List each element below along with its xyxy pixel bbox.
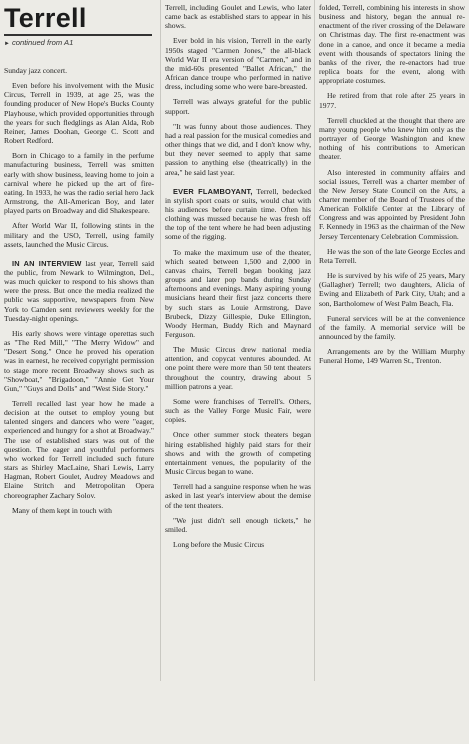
paragraph: Sunday jazz concert. bbox=[4, 66, 68, 75]
paragraph: Terrell recalled last year how he made a decision at the outset to employ young but talented singers and dancers who were "eager, experienced and hungry for a shot at Broadway." The use of established stars was out of the question. The eager and youthful performers who worked for Terrell included such future stars as Shirley MacLaine, Shari Lewis, Larry Hagman, Robert Goulet, Audrey Meadows and Elaine Stritch and Metropolitan Opera choreographer Zachary Solov. bbox=[4, 399, 154, 500]
headline: Terrell bbox=[4, 2, 152, 36]
paragraph: Funeral services will be at the convenience of the family. A memorial service will be announced by the family. bbox=[319, 313, 465, 341]
paragraph-with-lead bbox=[4, 259, 154, 323]
paragraph: Ever bold in his vision, Terrell in the early 1950s staged "Carmen Jones," the all-black World War II era version of "Carmen," and in the mid-60s presented "Ballet African," the African dance troupe who performed in native dress, including some who were bare-breasted. bbox=[165, 36, 311, 92]
paragraph-text: Terrell, bedecked in stylish sport coats or suits, would chat with his audiences before curtain time. Often his clothing was mussed because he was fresh off the top of the tent where he had been adjusting some of the rigging. bbox=[165, 186, 311, 242]
lead-in: IN AN INTERVIEW bbox=[12, 258, 82, 268]
column-3 bbox=[314, 0, 465, 681]
paragraph: Long before the Music Circus bbox=[173, 539, 265, 549]
paragraph: Terrell, including Goulet and Lewis, who later came back as established stars to appear in his shows. bbox=[165, 3, 311, 31]
paragraph: Even before his involvement with the Music Circus, Terrell in 1939, at age 25, was the founding producer of New Hope's Bucks County Playhouse, which provided opportunities through the years for such fledglings as Alan Alda, Rob Reiner, James Doohan, George C. Scott and Robert Redford. bbox=[4, 81, 154, 146]
paragraph: Born in Chicago to a family in the perfume manufacturing business, Terrell was smitten early with show business, leaving home to join a carnival where he picked up the art of fire-eating. In 1933, he was the radio serial hero Jack Armstrong, the All-American Boy, and later played parts on Broadway and did Shakespeare. bbox=[4, 151, 154, 216]
paragraph: Terrell had a sanguine response when he was asked in last year's interview about the demise of the tent theaters. bbox=[165, 482, 311, 510]
triangle-icon: ► bbox=[4, 41, 10, 47]
column-2 bbox=[160, 0, 311, 681]
paragraph: "We just didn't sell enough tickets," he smiled. bbox=[165, 515, 311, 534]
paragraph: Once other summer stock theaters began hiring established highly paid stars for their shows and with the growth of competing entertainment venues, the popularity of the Music Circus began to wane. bbox=[165, 430, 311, 477]
paragraph: The Music Circus drew national media attention, and copycat ventures abounded. At one point there were more than 50 tent theaters throughout the country, drawing about 5 million patrons a year. bbox=[165, 345, 311, 391]
paragraph: He was the son of the late George Eccles and Reta Terrell. bbox=[319, 246, 465, 265]
paragraph-text: last year, Terrell said the public, from Newark to Wilmington, Del., was much quicker to respond to his shows than were the press. But once the media realized the public was supportive, newspapers from New York to Camden sent reviewers weekly for the Tuesday-night openings. bbox=[4, 258, 154, 323]
paragraph-with-lead bbox=[165, 187, 311, 242]
paragraph: Arrangements are by the William Murphy Funeral Home, 149 Warren St., Trenton. bbox=[319, 347, 465, 366]
paragraph: Also interested in community affairs and social issues, Terrell was a charter member of the New Jersey State Council on the Arts, a charter member of the Board of Trustees of the American Folklife Center at the Library of Congress and was appointed by President John F. Kennedy in 1963 as the chairman of the New Jersey Tercentenary Celebration Commission. bbox=[319, 167, 465, 241]
lead-in: EVER FLAMBOYANT, bbox=[173, 186, 253, 196]
paragraph: Many of them kept in touch with bbox=[12, 505, 112, 515]
column-1 bbox=[4, 0, 154, 744]
paragraph: Terrell was always grateful for the public support. bbox=[165, 97, 311, 116]
paragraph: After World War II, following stints in the military and the USO, Terrell, using family assets, launched the Music Circus. bbox=[4, 221, 154, 249]
paragraph: folded, Terrell, combining his interests in show business and history, began the annual re-enactment of the river crossing of the Delaware on Christmas day. The first re-enactment was done in a canoe, and once it became a media event with thousands of spectators lining the banks of the river, the re-enactors had true replica boats for the event, along with appropriate costumes. bbox=[319, 3, 465, 86]
paragraph: His early shows were vintage operettas such as "The Red Mill," "The Merry Widow" and "Desert Song." Once he proved his operation was in earnest, he received copyright permission to stage more recent Broadway shows such as "Showboat," "Brigadoon," "Annie Get Your Gun," "Guys and Dolls" and "West Side Story." bbox=[4, 328, 154, 393]
paragraph: He retired from that role after 25 years in 1977. bbox=[319, 91, 465, 110]
paragraph: To make the maximum use of the theater, which seated between 1,500 and 2,000 in canvas chairs, Terrell began booking jazz groups and later pop bands during Sunday afternoons and evenings. Many aspiring young musicians heard their first jazz concerts there by such stars as Louie Armstrong, Dave Brubeck, Dizzy Gillespie, Duke Ellington, Woody Herman, Buddy Rich and Maynard Ferguson. bbox=[165, 247, 311, 339]
paragraph: He is survived by his wife of 25 years, Mary (Gallagher) Terrell; two daughters, Alicia of Ewing and Elizabeth of Park City, Utah; and a son, Bartholomew of West Palm Beach, Fla. bbox=[319, 271, 465, 308]
paragraph: Terrell chuckled at the thought that there are many young people who knew him only as the portrayer of George Washington and knew nothing of his contributions to American theater. bbox=[319, 115, 465, 162]
paragraph: "It was funny about those audiences. They had a real passion for the musical comedies and other things that we did, and I don't know why, but they never seemed to apply that same passion to anything else (theatrically) in the area," he said last year. bbox=[165, 121, 311, 177]
jump-text: continued from A1 bbox=[11, 38, 74, 47]
paragraph: Some were franchises of Terrell's. Others, such as the Valley Forge Music Fair, were copies. bbox=[165, 396, 311, 425]
